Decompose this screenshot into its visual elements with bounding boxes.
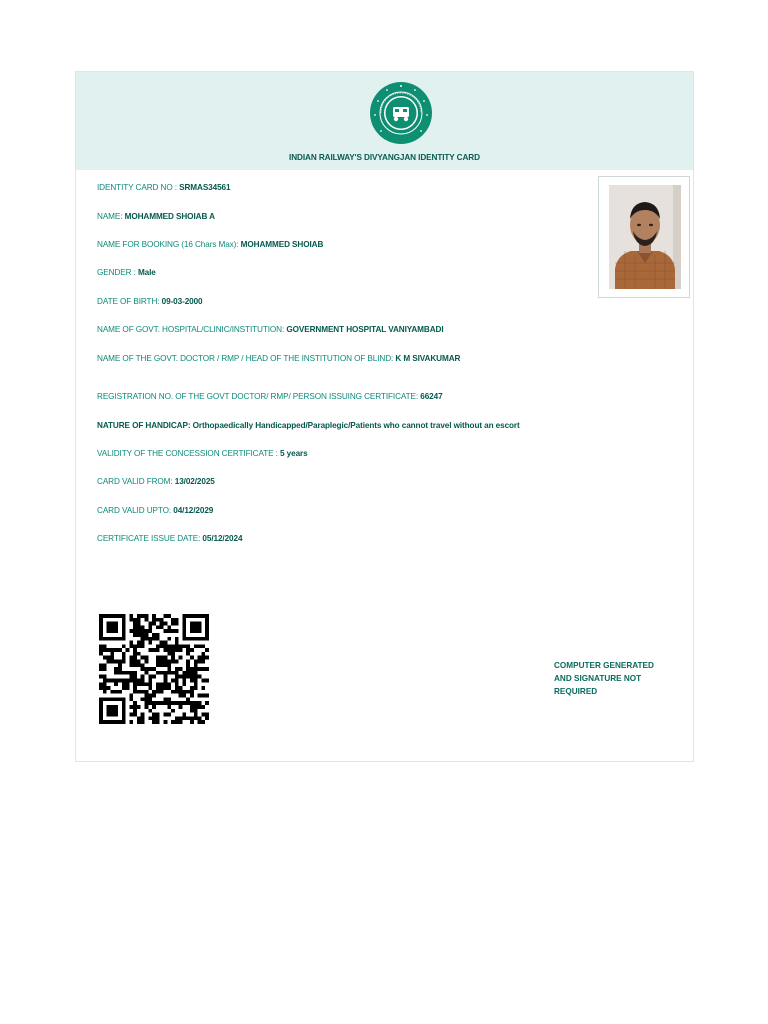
gender-label: GENDER : xyxy=(97,268,138,277)
identity-card-no-field xyxy=(97,183,230,192)
identity-card-no-value: SRMAS34561 xyxy=(179,183,231,192)
identity-card xyxy=(75,71,694,762)
booking-name-value: MOHAMMED SHOIAB xyxy=(240,240,324,249)
issue-date-field xyxy=(97,534,242,543)
name-value: MOHAMMED SHOIAB A xyxy=(124,212,215,221)
validity-field xyxy=(97,449,308,458)
valid-from-label: CARD VALID FROM: xyxy=(97,477,175,486)
valid-upto-field xyxy=(97,506,213,515)
validity-value: 5 years xyxy=(280,449,308,458)
registration-value: 66247 xyxy=(420,392,443,401)
doctor-field xyxy=(97,354,460,363)
issue-date-value: 05/12/2024 xyxy=(202,534,243,543)
booking-name-label: NAME FOR BOOKING (16 Chars Max): xyxy=(97,240,241,249)
handicap-field xyxy=(97,421,520,430)
identity-card-no-label: IDENTITY CARD NO : xyxy=(97,183,180,192)
dob-label: DATE OF BIRTH: xyxy=(97,297,162,306)
gender-field xyxy=(97,268,156,277)
doctor-label: NAME OF THE GOVT. DOCTOR / RMP / HEAD OF THE INSTITUTION OF BLIND: xyxy=(97,354,396,363)
photo-frame xyxy=(598,176,690,298)
name-field xyxy=(97,212,215,221)
valid-from-value: 13/02/2025 xyxy=(174,477,215,486)
handicap-value: Orthopaedically Handicapped/Paraplegic/Patients who cannot travel without an escort xyxy=(192,421,520,430)
gender-value: Male xyxy=(137,268,156,277)
issue-date-label: CERTIFICATE ISSUE DATE: xyxy=(97,534,203,543)
dob-field xyxy=(97,297,203,306)
computer-generated-note: COMPUTER GENERATED AND SIGNATURE NOT REQUIRED xyxy=(554,661,654,696)
card-title: INDIAN RAILWAY'S DIVYANGJAN IDENTITY CARD xyxy=(289,153,480,162)
registration-field xyxy=(97,392,443,401)
registration-label: REGISTRATION NO. OF THE GOVT DOCTOR/ RMP/ PERSON ISSUING CERTIFICATE: xyxy=(97,392,421,401)
validity-label: VALIDITY OF THE CONCESSION CERTIFICATE : xyxy=(97,449,281,458)
hospital-value: GOVERNMENT HOSPITAL VANIYAMBADI xyxy=(286,325,444,334)
valid-upto-value: 04/12/2029 xyxy=(173,506,214,515)
holder-photo xyxy=(609,185,681,289)
dob-value: 09-03-2000 xyxy=(161,297,203,306)
valid-from-field xyxy=(97,477,215,486)
doctor-value: K M SIVAKUMAR xyxy=(395,354,461,363)
indian-railways-logo xyxy=(369,81,433,145)
card-header xyxy=(76,72,693,170)
handicap-label: NATURE OF HANDICAP: xyxy=(97,421,193,430)
qr-code xyxy=(99,613,209,725)
name-label: NAME: xyxy=(97,212,125,221)
valid-upto-label: CARD VALID UPTO: xyxy=(97,506,174,515)
hospital-label: NAME OF GOVT. HOSPITAL/CLINIC/INSTITUTION: xyxy=(97,325,287,334)
hospital-field xyxy=(97,325,444,334)
booking-name-field xyxy=(97,240,323,249)
